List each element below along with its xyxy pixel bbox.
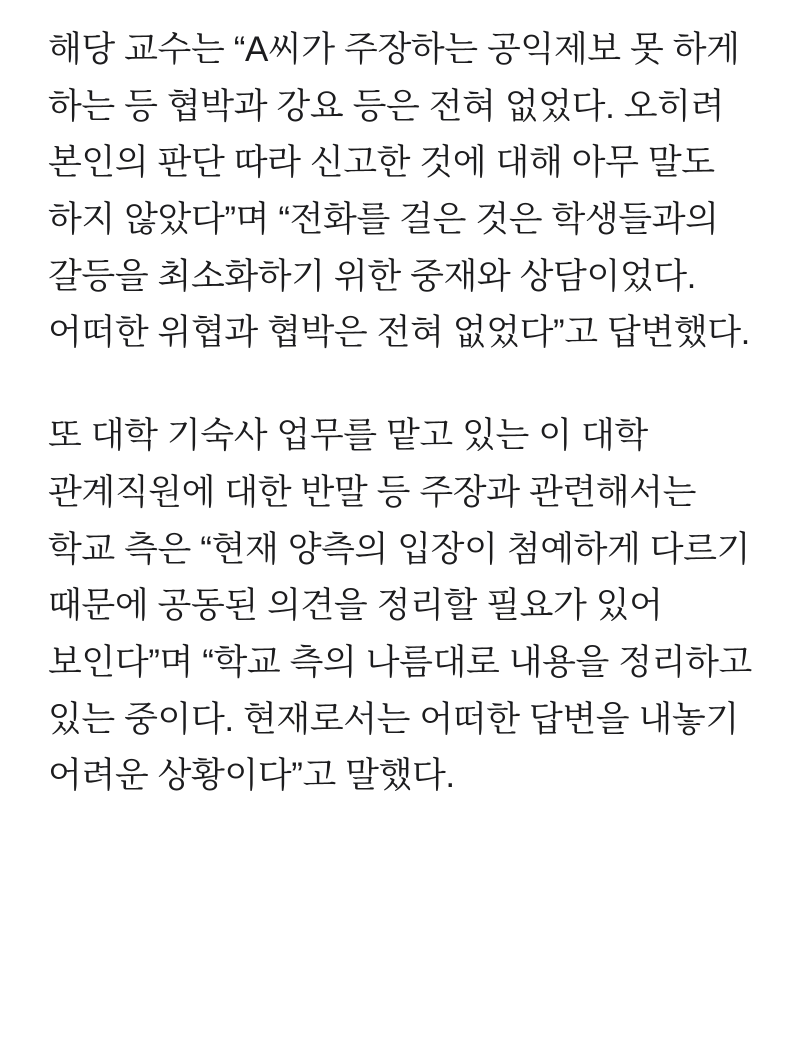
article-paragraph-2: 또 대학 기숙사 업무를 맡고 있는 이 대학 관계직원에 대한 반말 등 주장과 관련해서는 학교 측은 “현재 양측의 입장이 첨예하게 다르기 때문에 공동된 의견을 정리할 필요가 있어 보인다”며 “학교 측의 나름대로 내용을 정리하고 있는 중이다. 현재로서는 어떠한 답변을 내놓기 어려운 상황이다”고 말했다. <box>48 416 752 796</box>
article-paragraph-1: 해당 교수는 “A씨가 주장하는 공익제보 못 하게 하는 등 협박과 강요 등은 전혀 없었다. 오히려 본인의 판단 따라 신고한 것에 대해 아무 말도 하지 않았다”며 “전화를 걸은 것은 학생들과의 갈등을 최소화하기 위한 중재와 상담이었다. 어떠한 위협과 협박은 전혀 없었다”고 답변했다. <box>48 30 750 353</box>
